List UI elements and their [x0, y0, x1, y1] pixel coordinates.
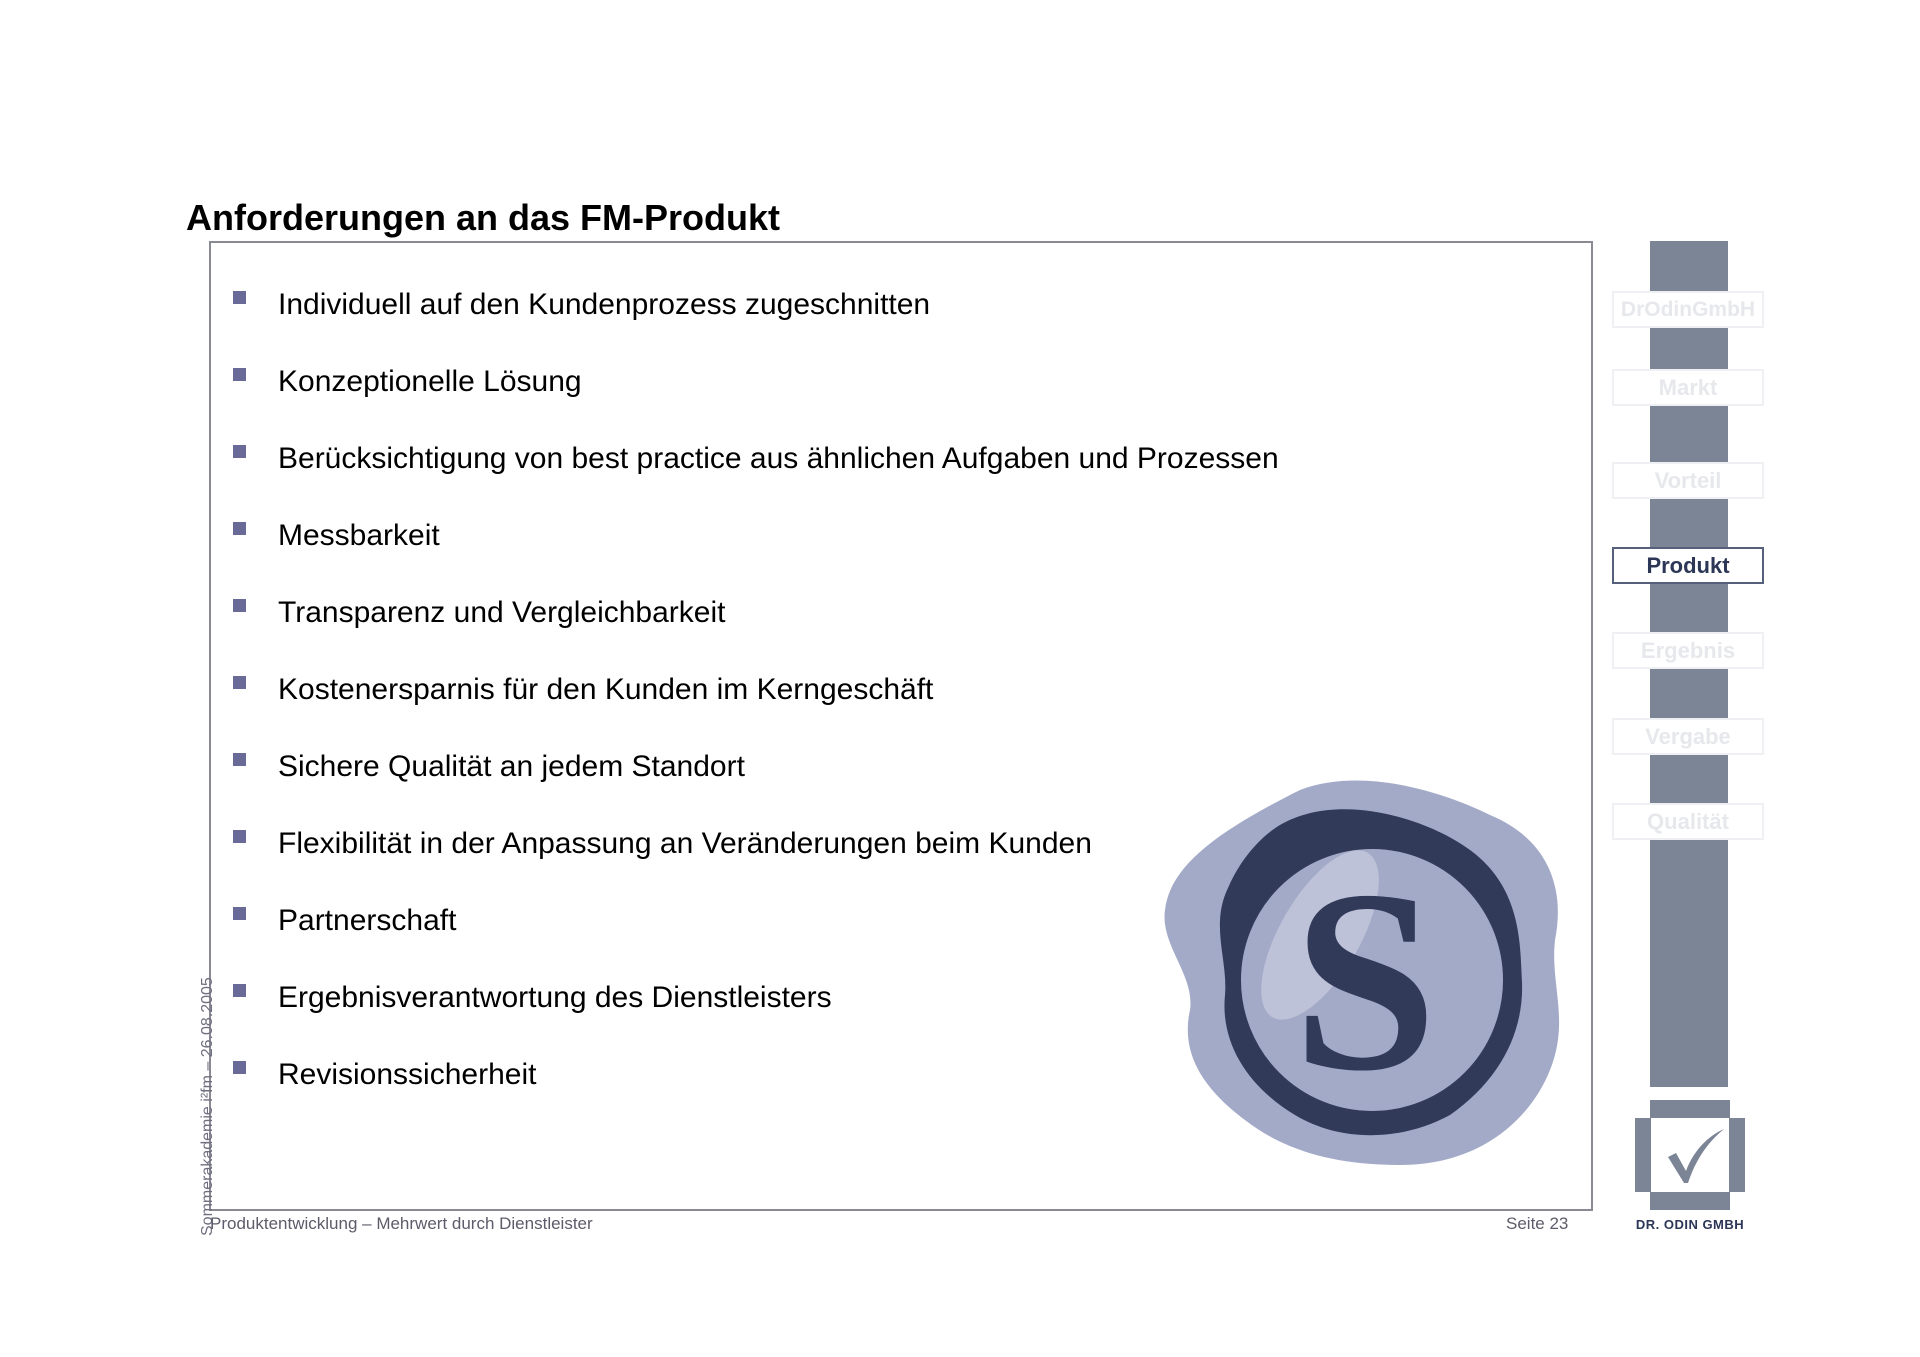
- list-item-text: Individuell auf den Kundenprozess zugeschnitten: [278, 288, 931, 321]
- list-item: [230, 513, 1279, 590]
- bullet-square-icon: [233, 445, 246, 458]
- list-item-text: Transparenz und Vergleichbarkeit: [278, 596, 726, 629]
- bullet-square-icon: [233, 984, 246, 997]
- list-item: [230, 436, 1279, 513]
- bullet-square-icon: [233, 291, 246, 304]
- nav-item-qualitaet[interactable]: Qualität: [1612, 803, 1764, 840]
- bullet-square-icon: [233, 753, 246, 766]
- nav-item-vorteil[interactable]: Vorteil: [1612, 462, 1764, 499]
- list-item-text: Flexibilität in der Anpassung an Veränderungen beim Kunden: [278, 827, 1092, 860]
- bullet-square-icon: [233, 1061, 246, 1074]
- checkmark-icon: [1632, 1097, 1748, 1213]
- list-item-text: Revisionssicherheit: [278, 1058, 537, 1091]
- list-item: [230, 898, 1279, 975]
- page-title: Anforderungen an das FM-Produkt: [186, 197, 780, 238]
- list-item: [230, 821, 1279, 898]
- list-item-text: Berücksichtigung von best practice aus ähnlichen Aufgaben und Prozessen: [278, 442, 1279, 475]
- nav-item-drodingmbh[interactable]: DrOdinGmbH: [1612, 291, 1764, 328]
- seal-icon: [1150, 770, 1570, 1170]
- list-item-text: Sichere Qualität an jedem Standort: [278, 750, 745, 783]
- list-item: [230, 975, 1279, 1052]
- nav-item-markt[interactable]: Markt: [1612, 369, 1764, 406]
- bullet-square-icon: [233, 676, 246, 689]
- list-item-text: Konzeptionelle Lösung: [278, 365, 582, 398]
- nav-item-vergabe[interactable]: Vergabe: [1612, 718, 1764, 755]
- list-item: [230, 359, 1279, 436]
- bullet-square-icon: [233, 522, 246, 535]
- bullet-square-icon: [233, 599, 246, 612]
- footer-title: Produktentwicklung – Mehrwert durch Dienstleister: [210, 1214, 593, 1233]
- bullet-list: [230, 282, 1279, 1129]
- bullet-square-icon: [233, 368, 246, 381]
- nav-item-ergebnis[interactable]: Ergebnis: [1612, 632, 1764, 669]
- list-item: [230, 667, 1279, 744]
- list-item: [230, 282, 1279, 359]
- list-item-text: Messbarkeit: [278, 519, 440, 552]
- nav-item-produkt[interactable]: Produkt: [1612, 547, 1764, 584]
- list-item: [230, 1052, 1279, 1129]
- side-label: Sommerakademie i²fm – 26.08.2005: [199, 977, 216, 1236]
- seal-letter: S: [1292, 837, 1438, 1125]
- bullet-square-icon: [233, 830, 246, 843]
- list-item-text: Ergebnisverantwortung des Dienstleisters: [278, 981, 832, 1014]
- list-item-text: Kostenersparnis für den Kunden im Kerngeschäft: [278, 673, 934, 706]
- company-logo-text: DR. ODIN GMBH: [1635, 1217, 1745, 1232]
- page-number: Seite 23: [1506, 1214, 1569, 1233]
- bullet-square-icon: [233, 907, 246, 920]
- list-item: [230, 590, 1279, 667]
- list-item-text: Partnerschaft: [278, 904, 457, 937]
- list-item: [230, 744, 1279, 821]
